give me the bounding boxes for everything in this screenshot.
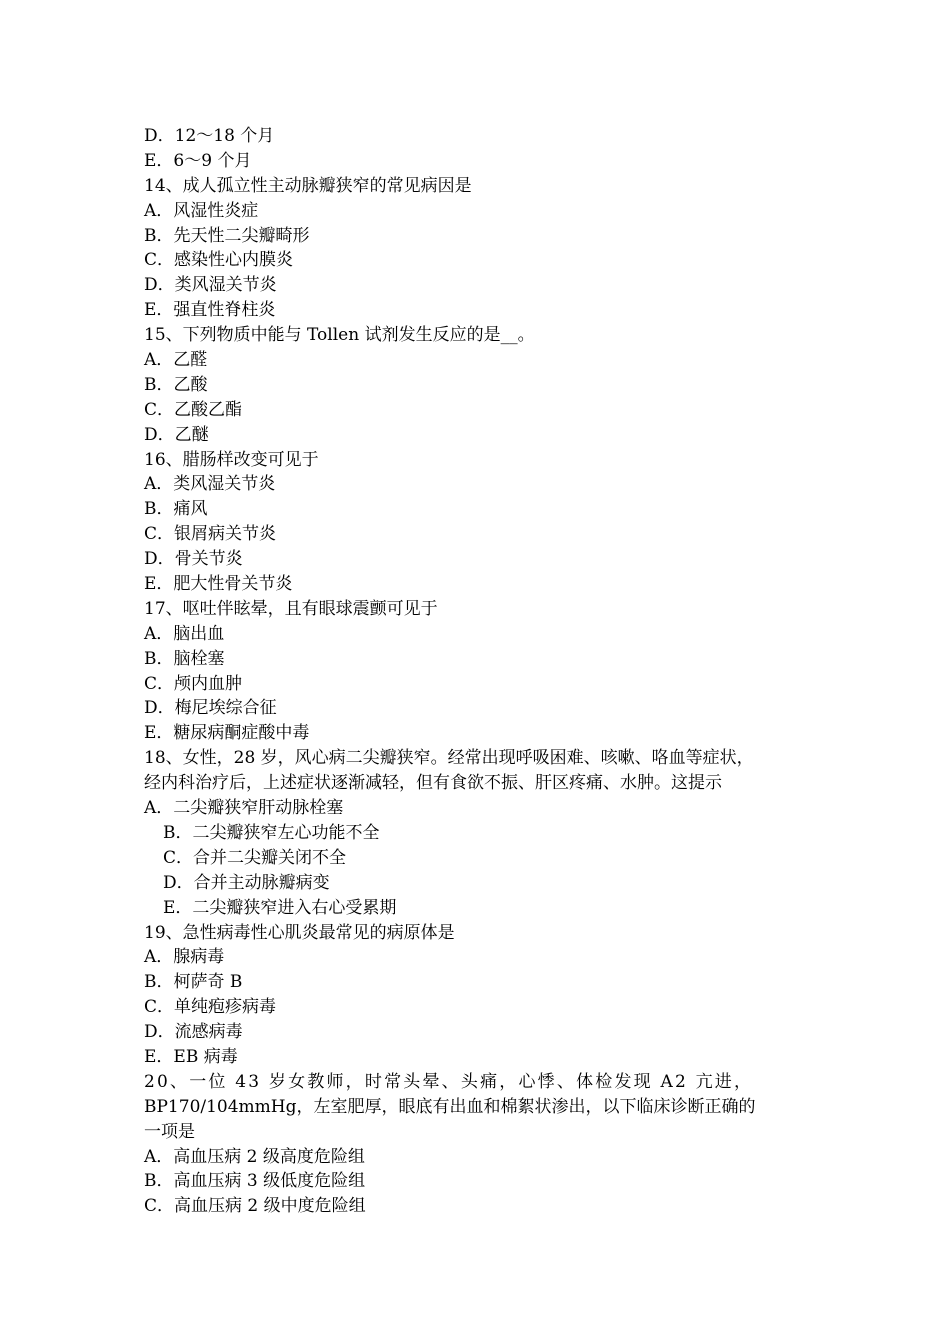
option-line: C．乙酸乙酯 <box>144 399 243 420</box>
option-line: A．风湿性炎症 <box>144 200 259 221</box>
option-line: C．合并二尖瓣关闭不全 <box>163 847 347 868</box>
option-line: C．感染性心内膜炎 <box>144 250 294 271</box>
option-line: E．二尖瓣狭窄进入右心受累期 <box>163 897 397 918</box>
option-line: C．银屑病关节炎 <box>144 524 277 545</box>
option-line: C．单纯疱疹病毒 <box>144 997 277 1018</box>
question-18-continued: 经内科治疗后，上述症状逐渐减轻，但有食欲不振、肝区疼痛、水肿。这提示 <box>144 773 722 794</box>
option-line: D．12～18 个月 <box>144 126 275 146</box>
option-line: A．腺病毒 <box>144 947 225 968</box>
option-line: B．柯萨奇 B <box>144 972 243 993</box>
option-line: A．脑出血 <box>144 623 225 644</box>
option-line: E．6～9 个月 <box>144 150 252 171</box>
document-page <box>144 124 820 1219</box>
option-line: E．强直性脊柱炎 <box>144 300 276 321</box>
option-line: C．颅内血肿 <box>144 673 243 694</box>
option-line: D．骨关节炎 <box>144 549 243 570</box>
option-line: A．高血压病 2 级高度危险组 <box>144 1146 365 1167</box>
option-line: A．乙醛 <box>144 350 208 371</box>
option-line: A．类风湿关节炎 <box>144 474 276 495</box>
option-line: B．脑栓塞 <box>144 648 225 669</box>
question-20-continued: 一项是 <box>144 1121 195 1142</box>
option-line: A．二尖瓣狭窄肝动脉栓塞 <box>144 798 344 819</box>
option-line: D．乙醚 <box>144 424 209 445</box>
option-line: D．合并主动脉瓣病变 <box>163 872 330 893</box>
question-20: 20、一位 43 岁女教师，时常头晕、头痛，心悸、体检发现 A2 亢进， <box>144 1071 754 1092</box>
question-15: 15、下列物质中能与 Tollen 试剂发生反应的是__。 <box>144 325 535 346</box>
question-20-continued: BP170/104mmHg，左室肥厚，眼底有出血和棉絮状渗出，以下临床诊断正确的 <box>144 1096 756 1117</box>
option-line: C．高血压病 2 级中度危险组 <box>144 1196 366 1217</box>
option-line: E．糖尿病酮症酸中毒 <box>144 723 310 744</box>
option-line: D．梅尼埃综合征 <box>144 698 277 719</box>
question-18: 18、女性，28 岁，风心病二尖瓣狭窄。经常出现呼吸困难、咳嗽、咯血等症状， <box>144 748 754 769</box>
option-line: B．先天性二尖瓣畸形 <box>144 225 310 246</box>
option-line: B．高血压病 3 级低度危险组 <box>144 1171 366 1192</box>
option-line: D．类风湿关节炎 <box>144 275 277 296</box>
question-14: 14、成人孤立性主动脉瓣狭窄的常见病因是 <box>144 175 472 196</box>
option-line: B．二尖瓣狭窄左心功能不全 <box>163 822 380 843</box>
option-line: E．肥大性骨关节炎 <box>144 574 293 595</box>
option-line: D．流感病毒 <box>144 1022 243 1043</box>
question-19: 19、急性病毒性心肌炎最常见的病原体是 <box>144 922 455 943</box>
option-line: B．乙酸 <box>144 374 208 395</box>
question-16: 16、腊肠样改变可见于 <box>144 449 319 470</box>
option-line: B．痛风 <box>144 499 208 520</box>
question-17: 17、呕吐伴眩晕，且有眼球震颤可见于 <box>144 598 438 619</box>
option-line: E．EB 病毒 <box>144 1046 238 1067</box>
